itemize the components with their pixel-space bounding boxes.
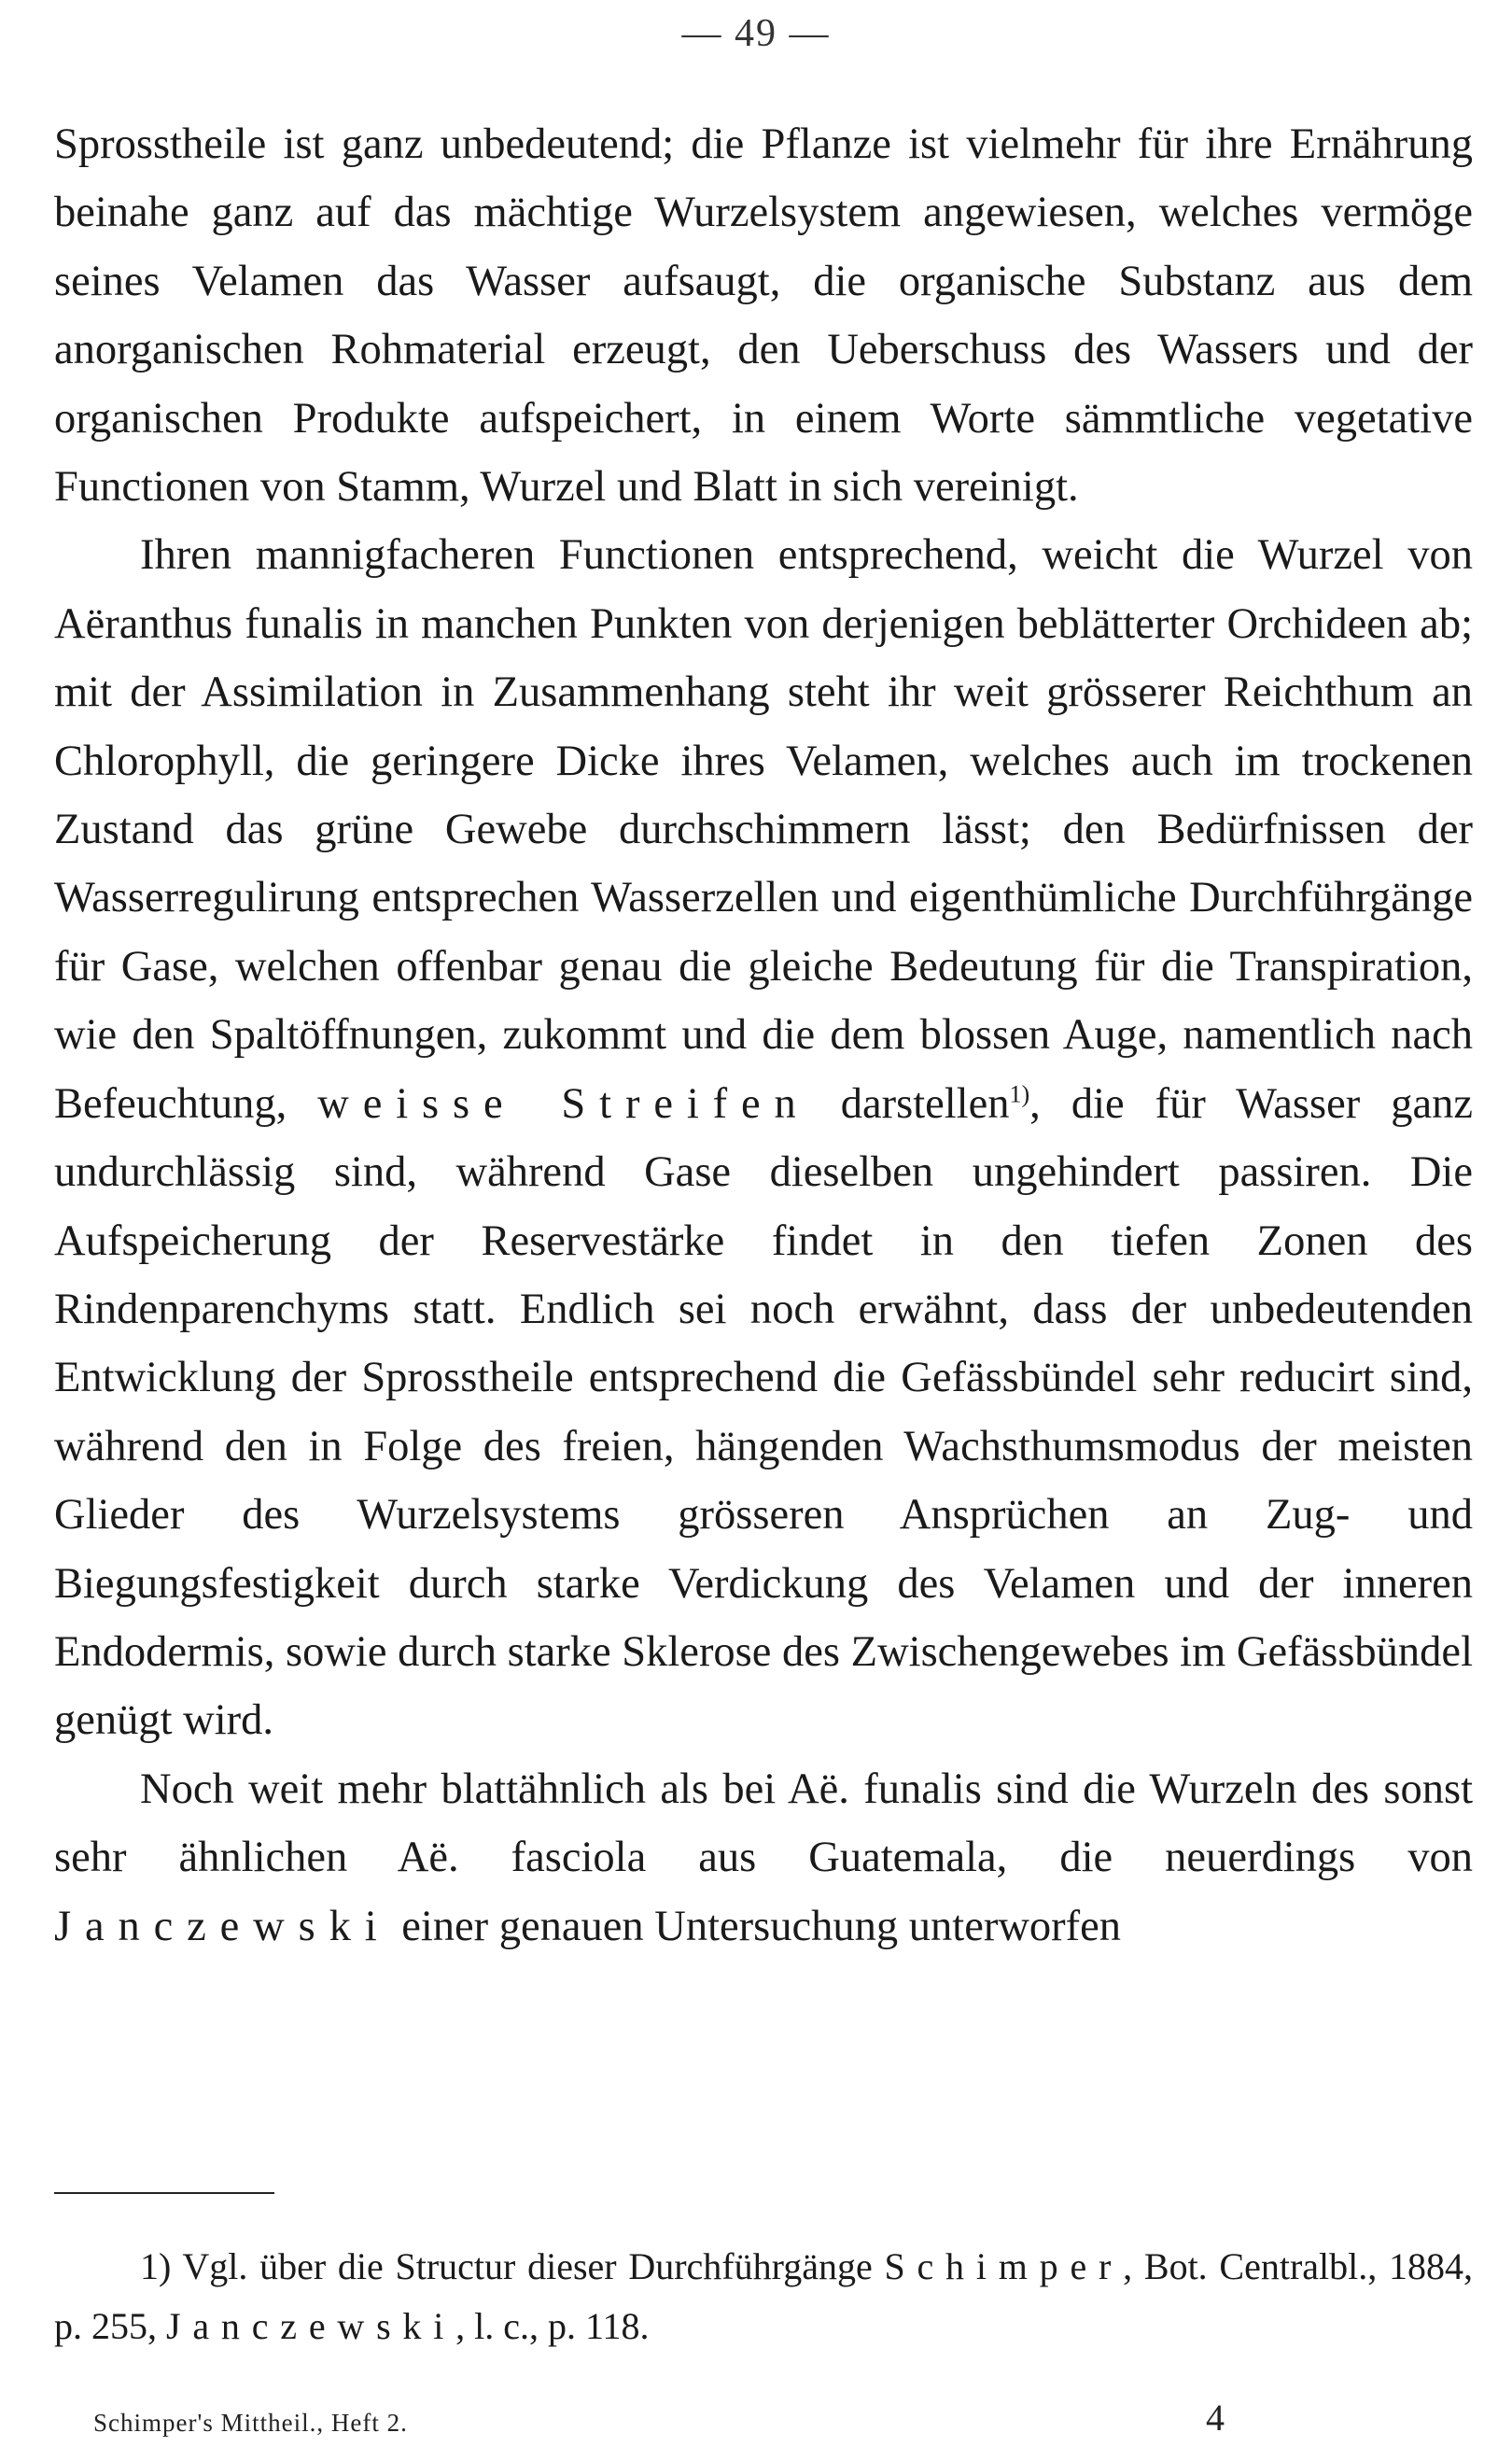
paragraph-2-text-c: , die für Wasser ganz undurchlässig sind, während Gase dieselben ungehindert passiren. Die Aufspeicherung der Reservestärke findet in den tiefen Zonen des Rindenparenchyms statt. Endlich sei noch erwähnt, dass der unbedeutenden Entwicklung der Sprosstheile entsprechend die Gefässbündel sehr reducirt sind, während den in Folge des freien, hängenden Wachsthumsmodus der meisten Glieder des Wurzelsystems grösseren Ansprüchen an Zug- und Biegungsfestigkeit durch starke Verdickung des Velamen und der inneren Endodermis, sowie durch starke Sklerose des Zwischengewebes im Gefässbündel genügt wird.: [54, 1079, 1474, 1745]
paragraph-1-text: Sprosstheile ist ganz unbedeutend; die Pflanze ist vielmehr für ihre Ernährung beinahe ganz auf das mächtige Wurzelsystem angewiesen, welches vermöge seines Velamen das Wasser aufsaugt, die organische Substanz aus dem anorganischen Rohmaterial erzeugt, den Ueberschuss des Wassers und der organischen Produkte aufspeichert, in einem Worte sämmtliche vegetative Functionen von Stamm, Wurzel und Blatt in sich vereinigt.: [54, 120, 1473, 512]
paragraph-2-text-a: Ihren mannigfacheren Functionen entsprechend, weicht die Wurzel von Aëranthus funalis in manchen Punkten von derjenigen beblätterter Orchideen ab; mit der Assimilation in Zusammenhang steht ihr weit grösserer Reichthum an Chlorophyll, die geringere Dicke ihres Velamen, welches auch im trockenen Zustand das grüne Gewebe durchschimmern lässt; den Bedürfnissen der Wasserregulirung entsprechen Wasserzellen und eigenthümliche Durchführgänge für Gase, welchen offenbar genau die gleiche Bedeutung für die Transpiration, wie den Spaltöffnungen, zukommt und die dem blossen Auge, namentlich nach Befeuchtung,: [54, 531, 1473, 1128]
footnote-text-a: 1) Vgl. über die Structur dieser Durchführgänge: [140, 2245, 873, 2287]
spaced-author-janczewski: Janczewski: [54, 1902, 391, 1950]
footnote-author-schimper: Schimper: [884, 2245, 1124, 2287]
paragraph-2: [54, 521, 1473, 1754]
paragraph-3-text-a: Noch weit mehr blattähnlich als bei Aë. funalis sind die Wurzeln des sonst sehr ähnlichen Aë. fasciola aus Guatemala, die neuerdings von: [54, 1765, 1473, 1882]
footnote-text-b: , Bot. Centralbl., 1884, p. 255,: [54, 2245, 1473, 2347]
paragraph-3-text-b: einer genauen Untersuchung unterworfen: [401, 1902, 1122, 1950]
footnote-text-c: , l. c., p. 118.: [455, 2305, 650, 2347]
printer-signature: Schimper's Mittheil., Heft 2.: [93, 2409, 408, 2437]
body-text: [54, 110, 1473, 1961]
footnote: [54, 2237, 1473, 2356]
page-number: — 49 —: [681, 12, 831, 55]
spaced-term-weisse-streifen: weisse Streifen: [317, 1079, 810, 1128]
footnote-text: [54, 2237, 1473, 2356]
paragraph-1: [54, 110, 1473, 521]
paragraph-2-text-b: darstellen: [840, 1079, 1010, 1128]
footnote-author-janczewski: Janczewski: [166, 2305, 456, 2347]
paragraph-3: [54, 1755, 1473, 1961]
footnote-reference: 1): [1009, 1080, 1030, 1108]
footnote-divider: [54, 2192, 274, 2194]
signature-number: 4: [1206, 2397, 1225, 2439]
